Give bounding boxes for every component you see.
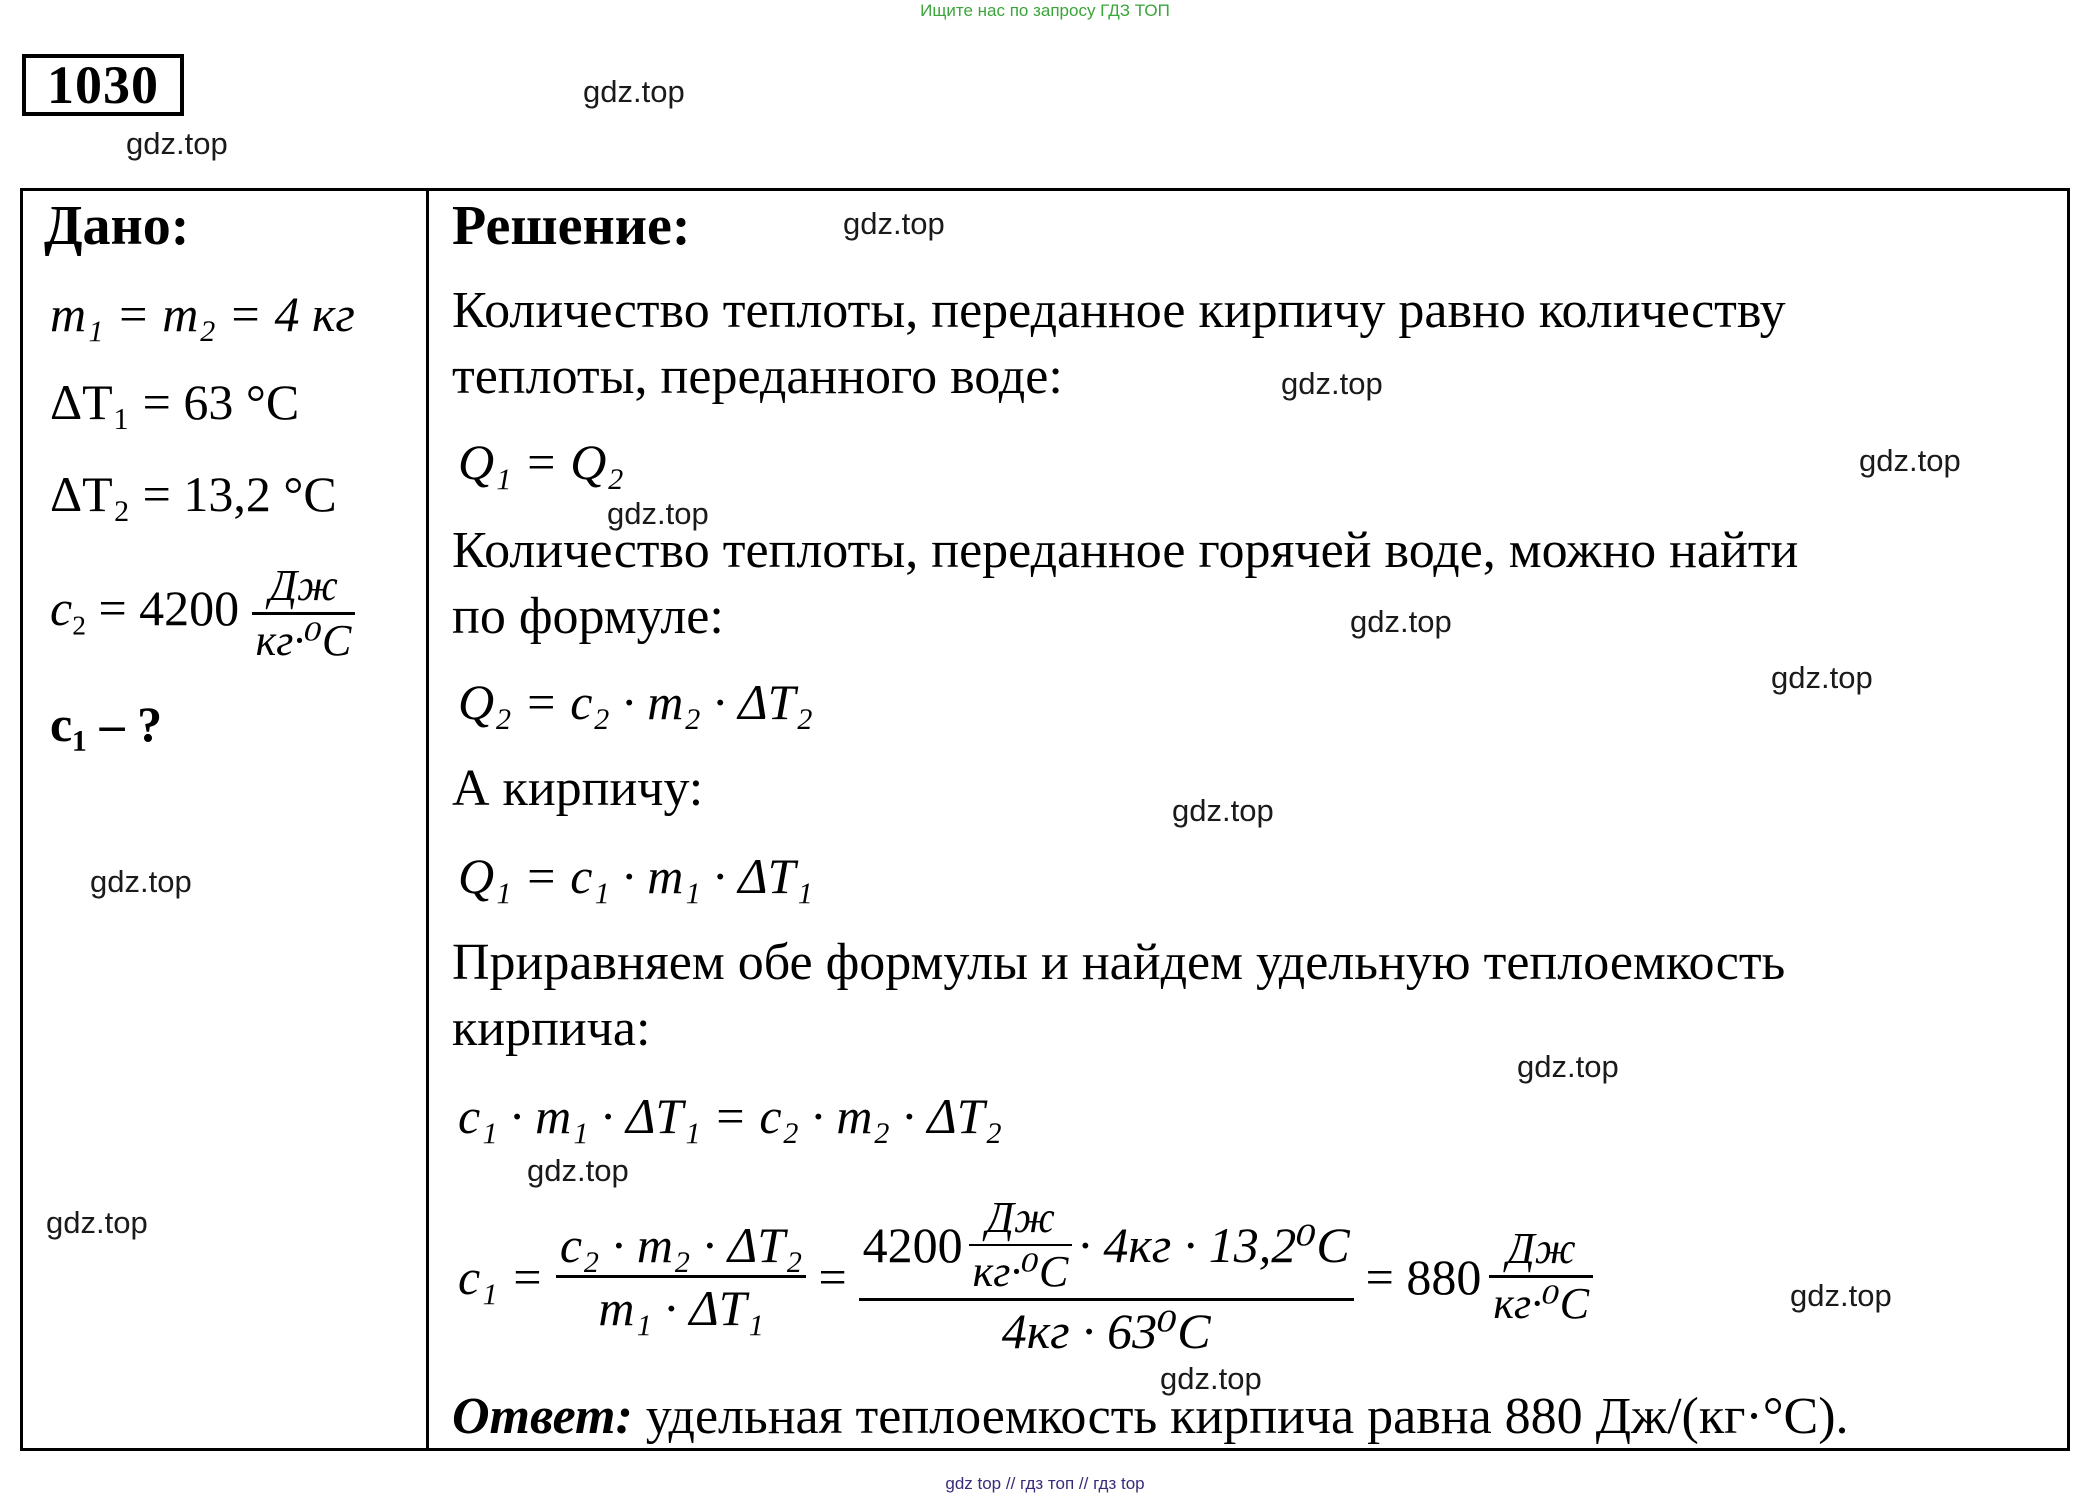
watermark: gdz.top [1859, 443, 1961, 478]
eq5-result-unit-den: кг·⁰C [1493, 1279, 1590, 1328]
equation-2: Q₂ = c₂ · m₂ · ΔT₂ [458, 674, 813, 730]
task-number: 1030 [22, 54, 184, 116]
answer-text: удельная теплоемкость кирпича равна 880 Дж/(кг·°C). [645, 1388, 1849, 1445]
watermark: gdz.top [1172, 793, 1274, 828]
top-banner[interactable]: Ищите нас по запросу ГДЗ ТОП [920, 1, 1170, 20]
eq5-eq-sign: = [818, 1248, 847, 1305]
watermark: gdz.top [583, 74, 685, 109]
footer-link-2[interactable]: гдз топ [1020, 1474, 1075, 1493]
eq5-frac2-den: 4кг · 63⁰C [1001, 1303, 1211, 1359]
answer-label: Ответ: [452, 1388, 633, 1445]
paragraph-3: А кирпичу: [452, 760, 704, 817]
given-c2: $c_2 = 4200$ $\frac{Дж}{\text{кг·⁰C}}$ [50, 560, 355, 667]
eq5-frac2-unit-den: кг·⁰C [972, 1247, 1069, 1296]
given-mass: m₁ = m₂ = 4 кг [50, 286, 355, 342]
paragraph-4-line-2: кирпича: [452, 1000, 651, 1057]
given-question: c₁ – ? [50, 696, 163, 752]
watermark: gdz.top [1771, 660, 1873, 695]
watermark: gdz.top [46, 1205, 148, 1240]
answer-line [452, 1384, 1849, 1450]
table-divider [426, 188, 429, 1451]
given-c2-value: 4200 [139, 579, 240, 636]
watermark: gdz.top [527, 1153, 629, 1188]
given-delta-t1: ΔT₁ = 63 °C [50, 374, 300, 430]
eq5-frac2-unit-num: Дж [969, 1192, 1073, 1246]
equation-5 [458, 1192, 1593, 1361]
watermark: gdz.top [1517, 1049, 1619, 1084]
eq5-frac1-num: c₂ · m₂ · ΔT₂ [556, 1215, 807, 1278]
eq5-result: = 880 [1365, 1248, 1482, 1305]
watermark: gdz.top [1160, 1361, 1262, 1396]
watermark: gdz.top [1281, 366, 1383, 401]
paragraph-1-line-2: теплоты, переданного воде: [452, 348, 1063, 405]
watermark: gdz.top [1350, 604, 1452, 639]
watermark: gdz.top [1790, 1278, 1892, 1313]
footer-links [0, 1474, 2090, 1494]
equation-4: c₁ · m₁ · ΔT₁ = c₂ · m₂ · ΔT₂ [458, 1088, 1002, 1144]
watermark: gdz.top [90, 864, 192, 899]
given-heading: Дано: [44, 195, 190, 257]
given-c2-unit-num: Дж [252, 560, 356, 615]
eq5-lhs: c₁ = [458, 1248, 544, 1305]
watermark: gdz.top [126, 126, 228, 161]
watermark: gdz.top [607, 496, 709, 531]
equation-1: Q₁ = Q₂ [458, 434, 624, 490]
footer-sep-2: // [1078, 1474, 1089, 1493]
eq5-result-unit-num: Дж [1489, 1223, 1593, 1278]
paragraph-1-line-1: Количество теплоты, переданное кирпичу равно количеству [452, 282, 1786, 339]
paragraph-4-line-1: Приравняем обе формулы и найдем удельную теплоемкость [452, 934, 1786, 991]
eq5-frac2-value: 4200 [862, 1217, 963, 1273]
given-delta-t2: ΔT₂ = 13,2 °C [50, 466, 337, 522]
paragraph-2-line-1: Количество теплоты, переданное горячей воде, можно найти [452, 522, 1799, 579]
watermark: gdz.top [843, 206, 945, 241]
eq5-frac1-den: m₁ · ΔT₁ [598, 1280, 764, 1336]
footer-sep-1: // [1005, 1474, 1016, 1493]
given-c2-unit-den: кг·⁰C [255, 616, 352, 665]
paragraph-2-line-2: по формуле: [452, 588, 724, 645]
equation-3: Q₁ = c₁ · m₁ · ΔT₁ [458, 848, 813, 904]
solution-heading: Решение: [452, 195, 691, 257]
eq5-frac2-rest: · 4кг · 13,2⁰C [1078, 1217, 1350, 1273]
footer-link-3[interactable]: гдз top [1093, 1474, 1145, 1493]
footer-link-1[interactable]: gdz top [945, 1474, 1002, 1493]
